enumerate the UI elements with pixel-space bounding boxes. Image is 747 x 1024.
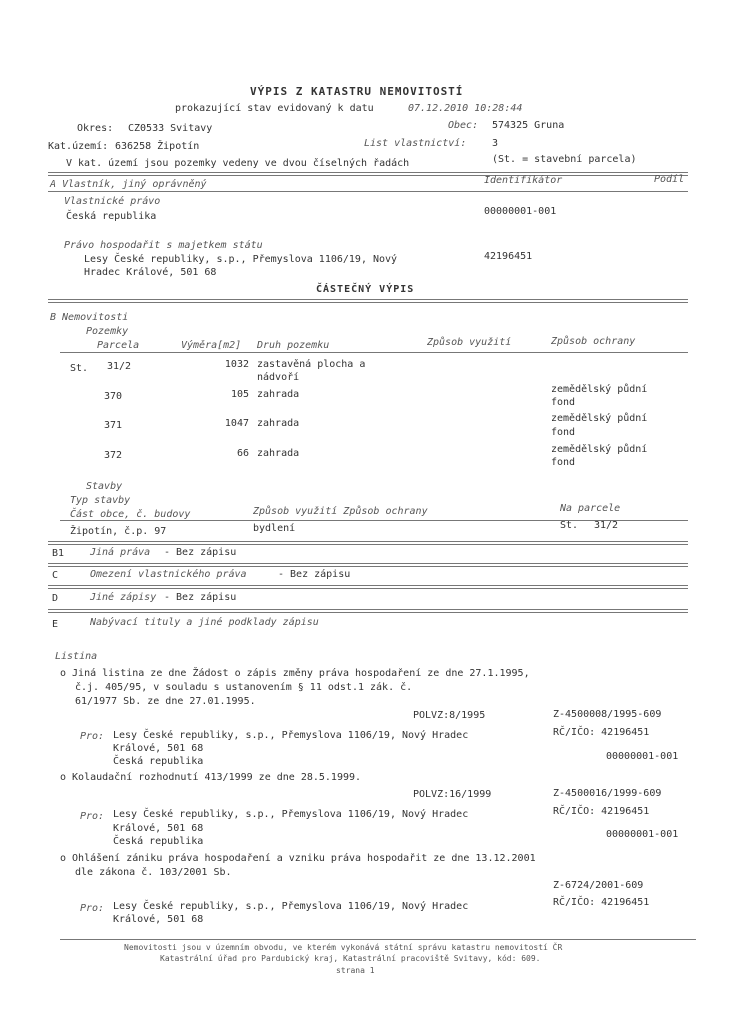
building-name: Žipotín, č.p. 97 [70,526,167,537]
table-row-parcel: 372 [104,450,123,461]
section-d-code: D [52,593,59,604]
col-share: Podíl [654,174,685,185]
section-c-status: - Bez zápisu [278,569,351,580]
table-row-prefix: St. [70,363,89,374]
entry2-rc: RČ/IČO: 42196451 [553,806,650,817]
entry3-z: Z-6724/2001-609 [553,880,644,891]
col-druh: Druh pozemku [257,340,330,351]
section-b1-code: B1 [52,548,65,559]
table-row-protection-cont: fond [551,397,576,408]
subtitle-prefix: prokazující stav evidovaný k datu [175,103,374,114]
section-d-status: - Bez zápisu [164,592,237,603]
entry1-polvz: POLVZ:8/1995 [413,710,486,721]
table-row-parcel: 31/2 [107,361,132,372]
col-parcela: Parcela [97,340,140,351]
section-b1-status: - Bez zápisu [164,547,237,558]
entry1-id: 00000001-001 [606,751,679,762]
col-ochrana: Způsob ochrany [551,336,636,347]
lv-label: List vlastnictví: [364,138,467,149]
page-number: strana 1 [336,966,375,975]
table-row-kind-cont: nádvoří [257,372,300,383]
col-na-parcele: Na parcele [560,503,621,514]
manager-line1: Lesy České republiky, s.p., Přemyslova 1106/19, Nový [84,254,398,265]
table-row-area: 1047 [224,418,249,429]
manage-right: Právo hospodařit s majetkem státu [64,240,263,251]
series-note: V kat. území jsou pozemky vedeny ve dvou číselných řadách [66,158,410,169]
subtitle-date: 07.12.2010 10:28:44 [408,103,523,114]
owner-name: Česká republika [66,211,157,222]
partial-extract-label: ČÁSTEČNÝ VÝPIS [316,284,415,295]
section-c-title: Omezení vlastnického práva [90,569,247,580]
stavby-label: Stavby [86,481,123,492]
entry2-pro: Pro: [80,811,105,822]
table-row-area: 1032 [224,359,249,370]
obec-value: 574325 Gruna [492,120,565,131]
entry2-pro1: Lesy České republiky, s.p., Přemyslova 1106/19, Nový Hradec [113,809,469,820]
col-vymera: Výměra[m2] [181,340,242,351]
table-row-kind: zahrada [257,389,300,400]
owner-right: Vlastnické právo [64,196,161,207]
katuzemi-value: 636258 Žipotín [115,141,200,152]
col-cast-obce: Část obce, č. budovy [70,509,191,520]
section-e-rule [48,609,688,613]
table-row-protection-cont: fond [551,427,576,438]
table-row-protection-cont: fond [551,457,576,468]
manager-line2: Hradec Králové, 501 68 [84,267,217,278]
entry2-id: 00000001-001 [606,829,679,840]
manager-id: 42196451 [484,251,533,262]
entry1-pro: Pro: [80,731,105,742]
entry2-polvz: POLVZ:16/1999 [413,789,492,800]
section-e-code: E [52,619,59,630]
building-parcel-prefix: St. [560,520,579,531]
okres-label: Okres: [77,123,114,134]
building-parcel: 31/2 [594,520,619,531]
table-row-area: 66 [236,448,249,459]
entry3-pro1: Lesy České republiky, s.p., Přemyslova 1106/19, Nový Hradec [113,901,469,912]
section-c-rule [48,563,688,567]
section-e-title: Nabývací tituly a jiné podklady zápisu [90,617,319,628]
entry1-pro3: Česká republika [113,756,204,767]
pozemky-label: Pozemky [86,326,129,337]
entry1-line2: č.j. 405/95, v souladu s ustanovením § 11 odst.1 zák. č. [75,682,413,693]
entry3-pro: Pro: [80,903,105,914]
table-row-kind: zahrada [257,418,300,429]
section-a-rule [48,172,688,176]
listina-title: Listina [55,651,98,662]
section-c-code: C [52,570,59,581]
typ-stavby-label: Typ stavby [70,495,131,506]
entry2-pro3: Česká republika [113,836,204,847]
entry2-z: Z-4500016/1999-609 [553,788,662,799]
section-d-rule [48,585,688,589]
katuzemi-label: Kat.území: [48,141,109,152]
footer-line2: Katastrální úřad pro Pardubický kraj, Katastrální pracoviště Svitavy, kód: 609. [160,954,541,963]
entry1-pro1: Lesy České republiky, s.p., Přemyslova 1106/19, Nový Hradec [113,730,469,741]
table-row-area: 105 [230,389,249,400]
table-row-protection: zemědělský půdní [551,413,648,424]
table-row-parcel: 371 [104,420,123,431]
table-row-parcel: 370 [104,391,123,402]
entry3-line2: dle zákona č. 103/2001 Sb. [75,867,232,878]
document-title: VÝPIS Z KATASTRU NEMOVITOSTÍ [250,85,464,98]
section-b-rule [48,299,688,303]
section-a-under-rule [48,191,688,192]
section-d-title: Jiné zápisy [90,592,157,603]
table-row-kind: zahrada [257,448,300,459]
entry1-line3: 61/1977 Sb. ze dne 27.01.1995. [75,696,256,707]
section-b1-title: Jiná práva [90,547,151,558]
parcel-header-rule [60,352,688,353]
section-b-title: B Nemovitosti [50,312,129,323]
footer-rule [60,939,696,940]
entry3-rc: RČ/IČO: 42196451 [553,897,650,908]
entry2-line1: o Kolaudační rozhodnutí 413/1999 ze dne 28.5.1999. [60,772,362,783]
entry1-rc: RČ/IČO: 42196451 [553,727,650,738]
entry1-z: Z-4500008/1995-609 [553,709,662,720]
table-row-protection: zemědělský půdní [551,384,648,395]
col-identifier: Identifikátor [484,175,563,186]
table-row-protection: zemědělský půdní [551,444,648,455]
col-vyuziti: Způsob využití [427,337,512,348]
series-note-paren: (St. = stavební parcela) [492,154,637,165]
entry1-line1: o Jiná listina ze dne Žádost o zápis změny práva hospodaření ze dne 27.1.1995, [60,668,530,679]
entry3-pro2: Králové, 501 68 [113,914,204,925]
section-a-title: A Vlastník, jiný oprávněný [50,179,207,190]
building-use: bydlení [253,523,296,534]
obec-label: Obec: [448,120,479,131]
okres-value: CZ0533 Svitavy [128,123,213,134]
table-row-kind: zastavěná plocha a [257,359,366,370]
col-stavby-vyuziti: Způsob využití Způsob ochrany [253,506,428,517]
owner-id: 00000001-001 [484,206,557,217]
section-b1-rule [48,541,688,545]
footer-line1: Nemovitosti jsou v územním obvodu, ve kterém vykonává státní správu katastru nemovitostí ČR [124,943,563,952]
lv-value: 3 [492,138,499,149]
entry3-line1: o Ohlášení zániku práva hospodaření a vzniku práva hospodařit ze dne 13.12.2001 [60,853,536,864]
entry2-pro2: Králové, 501 68 [113,823,204,834]
entry1-pro2: Králové, 501 68 [113,743,204,754]
